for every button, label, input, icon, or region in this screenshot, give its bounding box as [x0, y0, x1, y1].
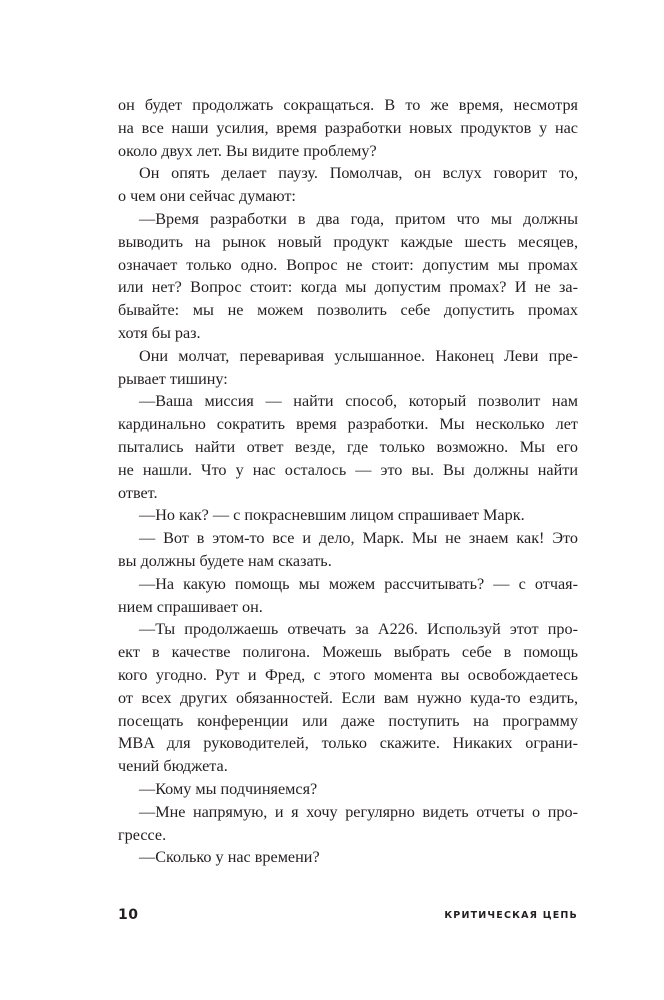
text-line: Они молчат, переваривая услышанное. Наконец Леви пре-	[139, 346, 578, 365]
text-line: около двух лет. Вы видите проблему?	[118, 141, 377, 160]
running-title: КРИТИЧЕСКАЯ ЦЕПЬ	[444, 910, 578, 921]
text-line: кардинально сократить время разработки. Мы несколько лет	[118, 415, 578, 434]
text-line: чений бюджета.	[118, 757, 228, 776]
text-line: —Но как? — с покрасневшим лицом спрашивает Марк.	[139, 506, 525, 525]
text-line: означает только одно. Вопрос не стоит: допустим мы промах	[118, 255, 578, 274]
text-line: — Вот в этом-то все и дело, Марк. Мы не знаем как! Это	[139, 529, 578, 548]
text-line: грессе.	[118, 825, 167, 844]
text-line: пытались найти ответ везде, где только возможно. Мы его	[118, 437, 578, 456]
text-line: нием спрашивает он.	[118, 597, 263, 616]
text-line: или нет? Вопрос стоит: когда мы допустим промах? И не за-	[118, 278, 578, 297]
text-line: Он опять делает паузу. Помолчав, он вслух говорит то,	[139, 164, 578, 183]
text-line: —На какую помощь мы можем рассчитывать? — с отчая-	[139, 574, 578, 593]
text-line: кого угодно. Рут и Фред, с этого момента вы освобождаетесь	[118, 665, 578, 684]
text-line: выводить на рынок новый продукт каждые шесть месяцев,	[118, 232, 578, 251]
text-line: —Сколько у нас времени?	[139, 848, 320, 867]
text-line: посещать конференции или даже поступить на программу	[118, 711, 578, 730]
text-line: —Кому мы подчиняемся?	[139, 779, 318, 798]
page-number: 10	[118, 907, 139, 923]
text-line: рывает тишину:	[118, 369, 228, 388]
text-line: вы должны будете нам сказать.	[118, 551, 332, 570]
text-line: от всех других обязанностей. Если вам нужно куда-то ездить,	[118, 688, 578, 707]
text-line: хотя бы раз.	[118, 323, 201, 342]
text-line: —Ты продолжаешь отвечать за А226. Используй этот про-	[139, 620, 578, 639]
body-text	[118, 94, 578, 869]
text-line: ект в качестве полигона. Можешь выбрать себе в помощь	[118, 643, 578, 662]
text-line: —Время разработки в два года, притом что мы должны	[139, 209, 578, 228]
text-line: он будет продолжать сокращаться. В то же время, несмотря	[118, 96, 578, 114]
text-line: —Мне напрямую, и я хочу регулярно видеть отчеты о про-	[139, 802, 578, 821]
text-line: не нашли. Что у нас осталось — это вы. Вы должны найти	[118, 460, 578, 479]
text-line: на все наши усилия, время разработки новых продуктов у нас	[118, 118, 578, 137]
text-line: —Ваша миссия — найти способ, который позволит нам	[139, 392, 578, 411]
text-line: о чем они сейчас думают:	[118, 187, 296, 206]
text-line: бывайте: мы не можем позволить себе допустить промах	[118, 301, 578, 320]
text-line: ответ.	[118, 483, 158, 502]
text-line: MBA для руководителей, только скажите. Никаких ограни-	[118, 734, 578, 753]
